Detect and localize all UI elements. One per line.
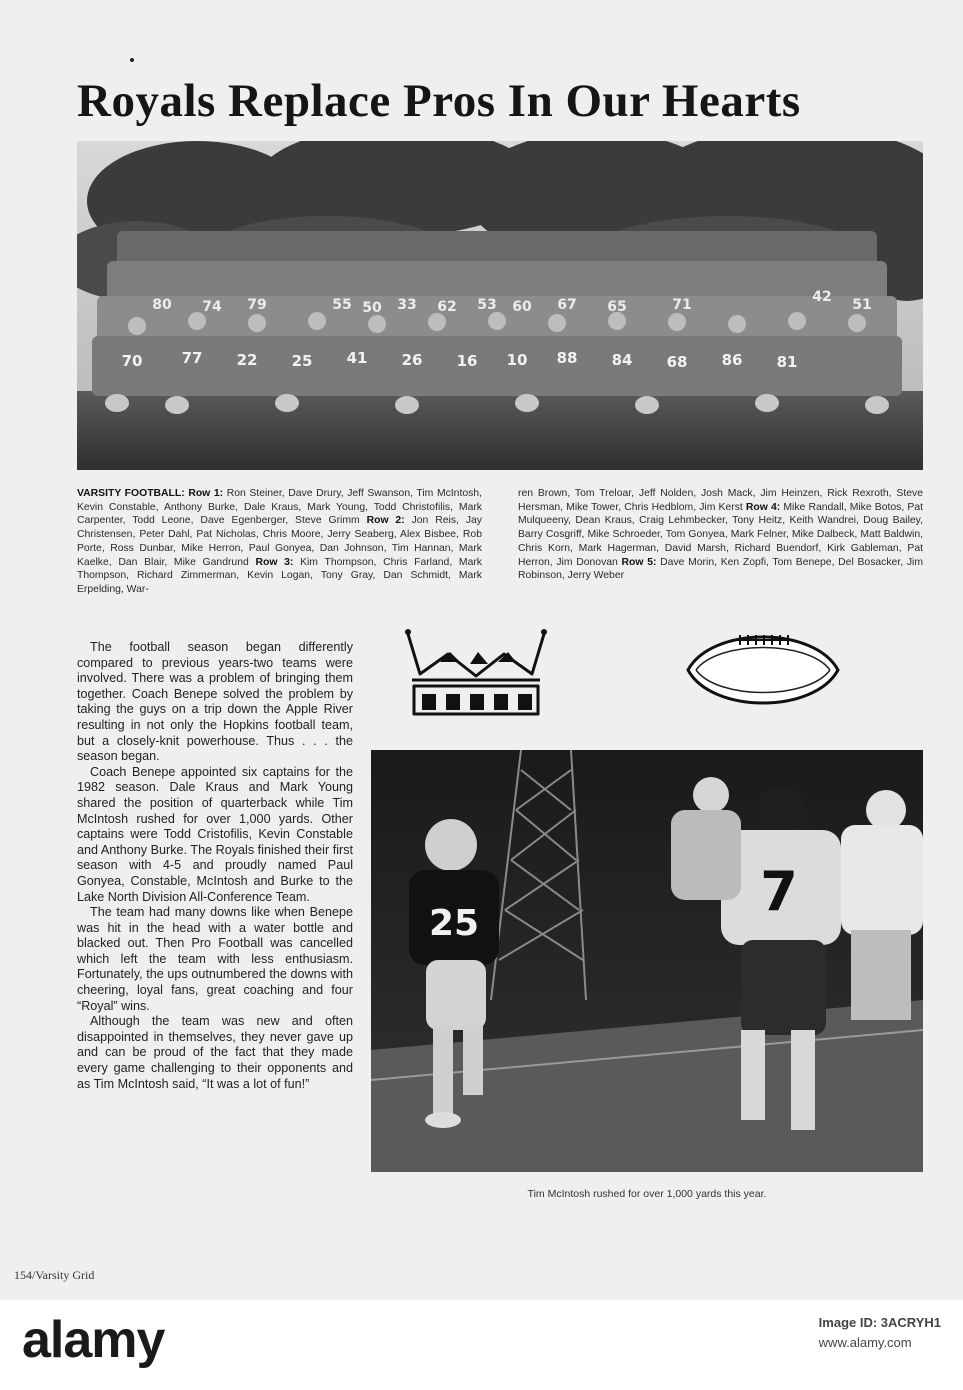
page-folio: 154/Varsity Grid — [14, 1268, 95, 1282]
team-photo-image — [77, 141, 923, 470]
jersey-number: 71 — [672, 297, 692, 313]
football-icon — [682, 618, 844, 718]
jersey-number: 62 — [437, 299, 457, 315]
article-paragraph: Coach Benepe appointed six captains for the 1982 season. Dale Kraus and Mark Young shared the position of quarterback while Tim McIntosh rushed for over 1,000 yards. Other captains were Todd Cristofilis, Kevin Constable and Anthony Burke. The Royals finished their first season with 4-5 and proudly named Paul Gonyea, Constable, McIntosh and Burke to the Lake North Division All-Conference Team. — [77, 764, 353, 904]
jersey-number: 77 — [181, 349, 203, 367]
runner-jersey-number: 25 — [428, 903, 480, 944]
jersey-number: 33 — [397, 297, 417, 313]
watermark-logo: alamy — [22, 1311, 165, 1369]
watermark-site: www.alamy.com — [818, 1335, 912, 1350]
jersey-number: 68 — [666, 353, 688, 371]
jersey-number: 79 — [247, 297, 267, 313]
print-speck — [130, 58, 134, 62]
article-paragraph: Although the team was new and often disappointed in themselves, they never gave up and can be proud of the fact that they made every game challenging to their opponents and as Tim McIntosh said, “It was a lot of fun!” — [77, 1014, 353, 1091]
article-body — [77, 640, 353, 1092]
jersey-number: 26 — [401, 351, 423, 369]
jersey-number: 81 — [776, 353, 798, 371]
team-photo — [77, 141, 923, 470]
jersey-number: 74 — [202, 299, 222, 315]
jersey-number: 16 — [456, 352, 478, 370]
roster-title: VARSITY FOOTBALL: — [77, 488, 185, 499]
jersey-number: 51 — [852, 297, 872, 313]
roster-row-names: Jon Reis, Jay Christensen, Peter Dahl, Pat Nicholas, Chris Moore, Jerry Seaberg, Alex Bisbee, Rob Porte, Ross Dunbar, Mike Herron, Paul Gonyea, Dan Johnson, Tim Hannan, Mark Kaelke, Dan Blair, Mike Gandrund — [77, 515, 482, 568]
roster-caption-column-2 — [518, 487, 923, 583]
roster-row-label: Row 3: — [255, 556, 294, 568]
jersey-number: 10 — [506, 351, 528, 369]
roster-row-names: Mike Randall, Mike Botos, Pat Mulqueeny, Dean Kraus, Craig Lehmbecker, Tony Heitz, Keith Wandrei, Doug Bailey, Barry Cosgriff, Mike Schroeder, Tom Gonyea, Mark Felner, Mike Dalbeck, Matt Baldwin, Chris Korn, Mark Hagerman, David Marsh, Richard Buendorf, Kirk Gableman, Pat Herron, Jim Donovan — [518, 501, 923, 568]
jersey-number: 41 — [346, 349, 368, 367]
jersey-number: 53 — [477, 297, 497, 313]
defender-jersey-number: 7 — [760, 860, 798, 923]
jersey-number: 88 — [556, 349, 578, 367]
roster-caption-column-1 — [77, 487, 482, 597]
roster-row-names: Kim Thompson, Chris Farland, Mark Thompson, Richard Zimmerman, Kevin Logan, Tony Gray, Dan Schmidt, Mark Erpelding, War- — [77, 556, 482, 595]
article-paragraph: The team had many downs like when Benepe was hit in the head with a water bottle and blacked out. Then Pro Football was cancelled which left the team with less enthusiasm. Fortunately, the ups outnumbered the downs with cheering, loyal fans, great coaching and four “Royal” wins. — [77, 905, 353, 1013]
crown-icon — [400, 624, 552, 720]
page-headline: Royals Replace Pros In Our Hearts — [77, 75, 801, 127]
roster-row-label: Row 4: — [745, 501, 781, 513]
roster-row-label: Row 1: — [188, 488, 224, 499]
article-paragraph: The football season began differently compared to previous years-two teams were involved. There was a problem of bringing them together. Coach Benepe solved the problem by taking the guys on a trip down the Apple River resulting in not only the Hopkins football team, but a closely-knit powerhouse. Thus . . . the season began. — [77, 640, 353, 764]
image-id-label: Image ID: 3ACRYH1 — [818, 1315, 941, 1330]
roster-row-label: Row 2: — [366, 515, 405, 527]
jersey-number: 65 — [607, 299, 627, 315]
jersey-number: 70 — [121, 352, 143, 370]
roster-row-names: Dave Morin, Ken Zopfi, Tom Benepe, Del Bosacker, Jim Robinson, Jerry Weber — [518, 556, 923, 582]
jersey-number: 86 — [721, 351, 743, 369]
jersey-number: 84 — [611, 351, 633, 369]
photo-caption: Tim McIntosh rushed for over 1,000 yards this year. — [527, 1188, 767, 1200]
roster-row-names: ren Brown, Tom Treloar, Jeff Nolden, Josh Mack, Jim Heinzen, Rick Rexroth, Steve Hersman, Mike Tower, Chris Hedblom, Jim Kerst — [518, 488, 923, 513]
jersey-number: 25 — [291, 352, 313, 370]
action-photo — [371, 750, 923, 1172]
jersey-number: 55 — [332, 297, 352, 313]
roster-row-label: Row 5: — [621, 556, 657, 568]
jersey-number: 80 — [152, 297, 172, 313]
jersey-number: 50 — [362, 300, 382, 316]
jersey-number: 22 — [236, 351, 258, 369]
action-photo-image — [371, 750, 923, 1172]
watermark-info — [819, 1313, 941, 1353]
jersey-number: 67 — [557, 297, 577, 313]
jersey-number: 42 — [812, 289, 832, 305]
jersey-number: 60 — [512, 299, 532, 315]
roster-row-names: Ron Steiner, Dave Drury, Jeff Swanson, Tim McIntosh, Kevin Constable, Anthony Burke, Dale Kraus, Mark Young, Todd Christofilis, Mark Carpenter, Todd Leone, Dave Egenberger, Steve Grimm — [77, 488, 482, 527]
